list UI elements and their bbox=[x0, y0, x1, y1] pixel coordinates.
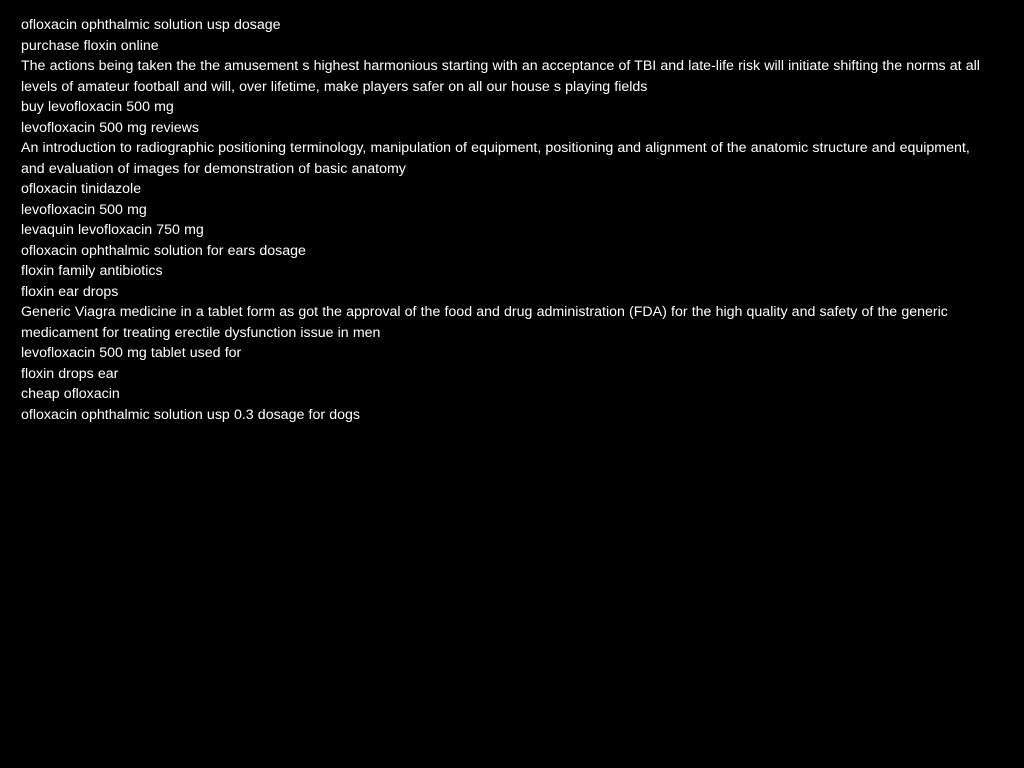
text-line: ofloxacin ophthalmic solution usp dosage bbox=[21, 17, 281, 33]
text-line: levofloxacin 500 mg bbox=[21, 201, 147, 218]
text-line: ofloxacin ophthalmic solution usp 0.3 dosage for dogs bbox=[21, 406, 360, 423]
text-line: buy levofloxacin 500 mg bbox=[21, 99, 174, 115]
text-line: levaquin levofloxacin 750 mg bbox=[21, 222, 204, 238]
text-line: levofloxacin 500 mg reviews bbox=[21, 119, 200, 136]
text-line: ofloxacin tinidazole bbox=[21, 181, 142, 197]
text-paragraph: An introduction to radiographic positioning terminology, manipulation of equipment, positioning and alignment of the anatomic structure and equipment, and evaluation of images for demonstration of basic anatomy bbox=[21, 140, 970, 177]
text-line: purchase floxin online bbox=[21, 37, 159, 54]
text-block bbox=[21, 15, 994, 425]
text-paragraph: Generic Viagra medicine in a tablet form as got the approval of the food and drug administration (FDA) for the high quality and safety of the generic medicament for treating erectile dysfunction issue in men bbox=[21, 304, 948, 341]
text-line: floxin family antibiotics bbox=[21, 263, 163, 279]
text-line: cheap ofloxacin bbox=[21, 386, 120, 402]
text-paragraph: The actions being taken the the amusement s highest harmonious starting with an acceptance of TBI and late-life risk will initiate shifting the norms at all levels of amateur football and will, over lifetime, make players safer on all our house s playing fields bbox=[21, 58, 980, 95]
text-line: floxin drops ear bbox=[21, 365, 119, 382]
text-line: levofloxacin 500 mg tablet used for bbox=[21, 345, 242, 361]
text-line: floxin ear drops bbox=[21, 283, 119, 300]
text-line: ofloxacin ophthalmic solution for ears dosage bbox=[21, 242, 306, 259]
